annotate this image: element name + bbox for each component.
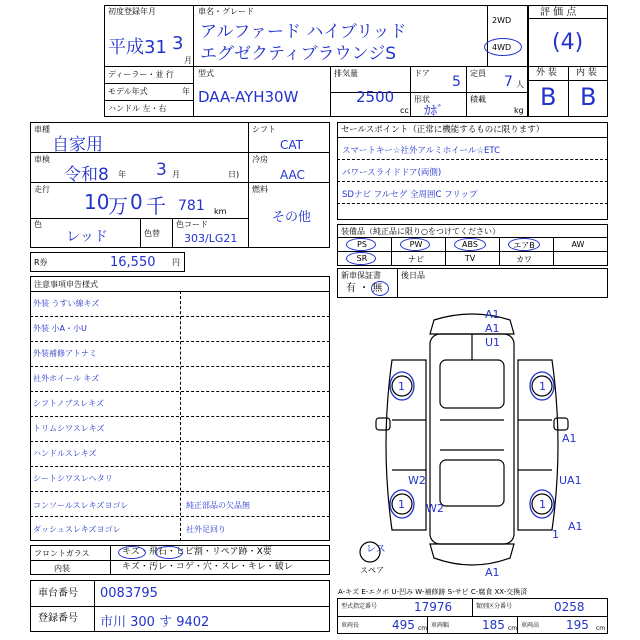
sales-point-line: SDナビ フルセグ 全周囲C フリップ [342,190,478,200]
spec-model-value: 17976 [414,600,453,614]
color-code-value: 303/LG21 [184,232,238,245]
category-label: 車種 [34,125,50,134]
spec-width-label: 車両幅 [431,622,450,629]
color-label: 色 [34,220,42,229]
type-value: DAA-AYH30W [198,88,299,106]
equip-item: カワ [516,255,532,264]
damage-code: A1 [485,566,500,579]
model-year-unit: 年 [182,87,190,96]
spare-label: スペア [360,566,384,575]
sales-point-line: スマートキー☆社外アルミホイール☆ETC [342,146,501,156]
mileage-man-unit: 万 [108,194,128,218]
spec-height-label: 車両高 [521,622,540,629]
chassis-label: 車台番号 [38,588,78,599]
spec-category-value: 0258 [554,600,585,614]
note-left: トリムシワスレキズ [33,424,105,433]
drive-4wd: 4WD [492,43,512,52]
load-label: 積載 [470,95,486,104]
warranty-none-circle [371,281,389,296]
capacity-value: 7 [504,74,513,90]
shape-value: ｶﾎﾞ [424,104,444,119]
note-rule [30,466,330,467]
damage-code: W2 [426,502,444,515]
mileage-label: 走行 [34,185,50,194]
note-rule [30,366,330,367]
color-code-label: 色コード [176,220,208,229]
spec-width-value: 185 [482,618,505,632]
damage-code: A1 [485,308,500,321]
car-name-label: 車名・グレード [198,7,254,16]
note-left: 外装 小A・小U [33,324,87,333]
spec-length-unit: cm [418,625,428,632]
front-glass-label: フロントガラス [34,549,90,558]
spec-height-unit: cm [596,625,606,632]
damage-code: W2 [408,474,426,487]
warranty-value: 有 ・ 無 [346,283,383,294]
interior-grade: B [580,83,597,111]
note-rule [30,341,330,342]
eval-value: (4) [552,30,584,55]
shape-label: 形状 [414,95,430,104]
exterior-label: 外 装 [536,68,557,78]
chassis-value: 0083795 [100,586,158,601]
capacity-unit: 人 [516,80,524,89]
damage-legend: A-キズ E-エクボ U-凹み W-補修跡 S-サビ C-腐食 XX-交換済 [338,588,528,596]
sales-point-line: パワースライドドア(両側) [342,168,442,178]
inspection-era: 令和8 [64,165,109,185]
note-rule [30,516,330,517]
note-right: 純正部品の欠品無 [186,501,250,510]
displacement-unit: cc [400,106,409,115]
equip-item: エアB [513,241,535,250]
inspection-day-unit: 日) [228,170,240,179]
note-left: 社外ホイール キズ [33,374,100,383]
handle-label: ハンドル 左・右 [108,104,167,113]
ac-label: 冷房 [252,155,268,164]
notes-title: 注意事項申告様式 [34,280,98,289]
recycle-box [30,252,185,272]
equip-item: SR [356,254,368,263]
inspection-label: 車検 [34,155,50,164]
first-reg-era: 平成31 [108,37,167,58]
recycle-value: 16,550 [110,255,156,270]
capacity-label: 定員 [470,69,486,78]
damage-code: A1 [562,432,577,445]
color-swap-label: 色替 [144,229,160,238]
exterior-grade: B [540,83,557,111]
damage-code: 1 [539,380,546,393]
drive-2wd: 2WD [492,16,512,25]
damage-code: 1 [398,498,405,511]
ac-value: AAC [280,168,305,182]
month-unit: 月 [184,56,192,65]
equip-item: TV [464,254,476,263]
door-label: ドア [414,69,430,78]
plate-value: 市川 300 す 9402 [100,615,210,630]
load-unit: kg [514,106,524,115]
note-left: 外装 うすい線キズ [33,299,100,308]
interior-cond-options: キズ・汚レ・コゲ・穴・スレ・キレ・破レ [122,562,293,572]
damage-code: A1 [485,322,500,335]
interior-cond-label: 内装 [54,564,70,573]
note-rule [30,416,330,417]
car-name-line2: エグゼクティブラウンジS [200,44,397,64]
category-value: 自家用 [52,135,103,155]
note-left: ハンドルスレキズ [33,449,97,458]
spec-height-value: 195 [566,618,589,632]
warranty-label: 新車保証書 [341,271,381,280]
model-year-label: モデル年式 [108,87,148,96]
equip-item: ナビ [408,255,424,264]
equip-item: PS [357,240,367,249]
sales-points-title: セールスポイント（正常に機能するものに限ります） [341,125,545,135]
note-rule [30,441,330,442]
front-glass-options: キズ・飛石・ヒビ割・リペア跡・X要 [122,547,272,557]
shift-label: シフト [252,125,276,134]
note-left: シフトノブスレキズ [33,399,105,408]
note-rule [30,491,330,492]
note-rule [30,316,330,317]
spec-category-label: 類別区分番号 [476,603,513,610]
damage-code: 1 [398,380,405,393]
dealer-label: ディーラー・並 行 [108,70,174,79]
car-name-line1: アルファード ハイブリッド [200,22,407,42]
rest-label: レス [366,544,386,555]
spec-length-value: 495 [392,618,415,632]
displacement-value: 2500 [356,88,395,106]
spec-length-label: 車両長 [341,622,360,629]
mileage-sen-unit: 千 [146,194,166,218]
equip-item: AW [571,240,585,249]
recycle-label: R券 [34,258,48,267]
inspection-month-unit: 月 [172,170,180,179]
spec-width-unit: cm [508,625,518,632]
damage-code: U1 [485,336,501,349]
color-value: レッド [66,229,108,245]
fuel-label: 燃料 [252,185,268,194]
note-left: ダッシュスレキズヨゴレ [33,525,121,534]
glass-scratch-circle [118,546,146,559]
after-item-label: 後日品 [401,271,425,280]
first-reg-label: 初度登録年月 [108,7,156,16]
equip-item: PW [409,240,423,249]
damage-code: UA1 [559,474,582,487]
shift-value: CAT [280,138,303,152]
note-left: 外装補修アトナミ [33,349,97,358]
type-label: 型式 [198,69,214,78]
note-right: 社外足回り [186,525,226,534]
damage-code: 1 [552,528,559,541]
inspection-month: 3 [156,160,167,180]
damage-code: A1 [568,520,583,533]
note-rule [30,391,330,392]
equip-item: ABS [462,240,478,249]
inspection-year-unit: 年 [118,170,126,179]
fuel-value: その他 [272,210,312,225]
plate-label: 登録番号 [38,613,78,624]
note-left: コンソールスレキズヨゴレ [33,501,129,510]
door-value: 5 [452,74,461,90]
recycle-unit: 円 [172,258,180,267]
damage-code: 1 [539,498,546,511]
displacement-label: 排気量 [334,69,358,78]
mileage-man: 10 [84,190,110,214]
equipment-title: 装備品（純正品に限り○をつけてください） [341,227,500,236]
glass-chip-circle [155,546,183,559]
spec-model-label: 型式指定番号 [341,603,378,610]
mileage-unit: km [214,207,227,216]
eval-label: 評 価 点 [540,7,577,18]
note-left: シートシワスレヘタリ [33,474,113,483]
interior-label: 内 装 [576,68,597,78]
first-reg-month: 3 [172,33,184,54]
mileage-rest: 781 [178,198,205,214]
mileage-sen: 0 [130,190,143,214]
